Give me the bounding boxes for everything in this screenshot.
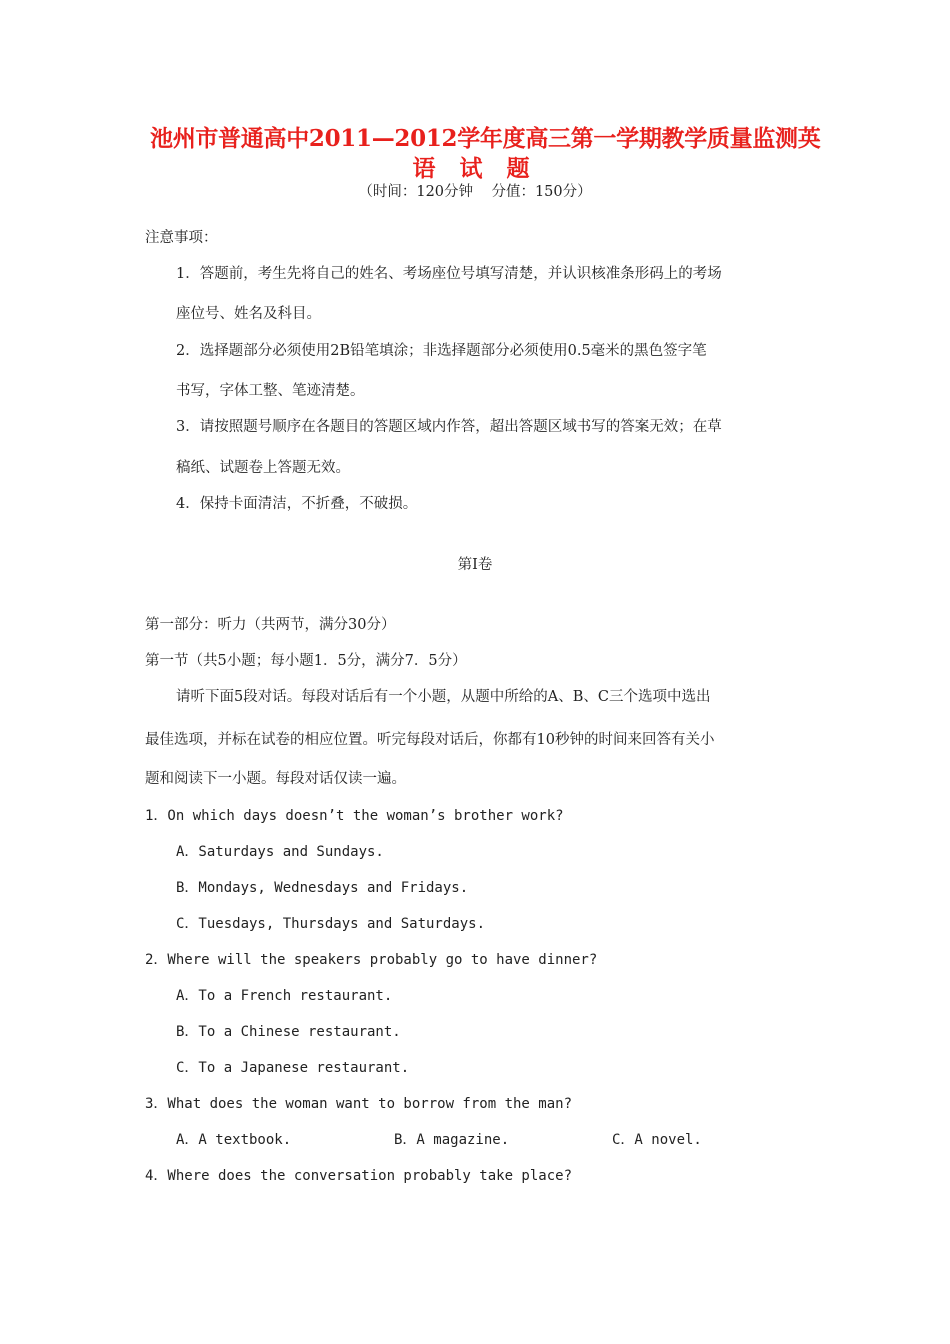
question-2-option-b: B．To a Chinese restaurant. <box>176 1024 401 1040</box>
question-1-option-c: C．Tuesdays, Thursdays and Saturdays. <box>176 916 486 932</box>
instructions-line-2: 最佳选项，并标在试卷的相应位置。听完每段对话后，你都有10秒钟的时间来回答有关小 <box>145 732 715 748</box>
time-score-info: （时间：120分钟 分值：150分） <box>358 184 592 200</box>
question-3-stem: 3．What does the woman want to borrow from the man? <box>145 1096 573 1112</box>
question-2-stem: 2．Where will the speakers probably go to have dinner? <box>145 952 598 968</box>
section1-heading: 第一节（共5小题；每小题1．5分，满分7．5分） <box>145 653 467 669</box>
note-2-line-2: 书写，字体工整、笔迹清楚。 <box>176 383 365 399</box>
question-3-option-c: C．A novel. <box>612 1132 702 1148</box>
exam-title-line-1: 池州市普通高中2011—2012学年度高三第一学期教学质量监测英 <box>150 125 821 152</box>
notes-heading: 注意事项： <box>145 230 218 246</box>
question-2-option-a: A．To a French restaurant. <box>176 988 393 1004</box>
note-1-line-2: 座位号、姓名及科目。 <box>176 306 321 322</box>
volume-heading: 第Ⅰ卷 <box>457 557 493 573</box>
question-4-stem: 4．Where does the conversation probably take place? <box>145 1168 573 1184</box>
note-3-line-2: 稿纸、试题卷上答题无效。 <box>176 460 350 476</box>
question-1-stem: 1．On which days doesn’t the woman’s brother work? <box>145 808 564 824</box>
instructions-line-3: 题和阅读下一小题。每段对话仅读一遍。 <box>145 771 406 787</box>
question-2-option-c: C．To a Japanese restaurant. <box>176 1060 410 1076</box>
note-2-line-1: 2．选择题部分必须使用2B铅笔填涂；非选择题部分必须使用0.5毫米的黑色签字笔 <box>176 343 707 359</box>
question-3-option-b: B．A magazine. <box>394 1132 510 1148</box>
question-3-option-a: A．A textbook. <box>176 1132 292 1148</box>
question-1-option-a: A．Saturdays and Sundays. <box>176 844 384 860</box>
note-3-line-1: 3．请按照题号顺序在各题目的答题区域内作答，超出答题区域书写的答案无效；在草 <box>176 419 722 435</box>
part1-heading: 第一部分：听力（共两节，满分30分） <box>145 617 396 633</box>
question-1-option-b: B．Mondays, Wednesdays and Fridays. <box>176 880 469 896</box>
note-4: 4．保持卡面清洁，不折叠，不破损。 <box>176 496 418 512</box>
instructions-line-1: 请听下面5段对话。每段对话后有一个小题，从题中所给的A、B、C三个选项中选出 <box>176 689 711 705</box>
note-1-line-1: 1．答题前，考生先将自己的姓名、考场座位号填写清楚，并认识核准条形码上的考场 <box>176 266 722 282</box>
exam-title-line-2: 语 试 题 <box>412 155 538 182</box>
